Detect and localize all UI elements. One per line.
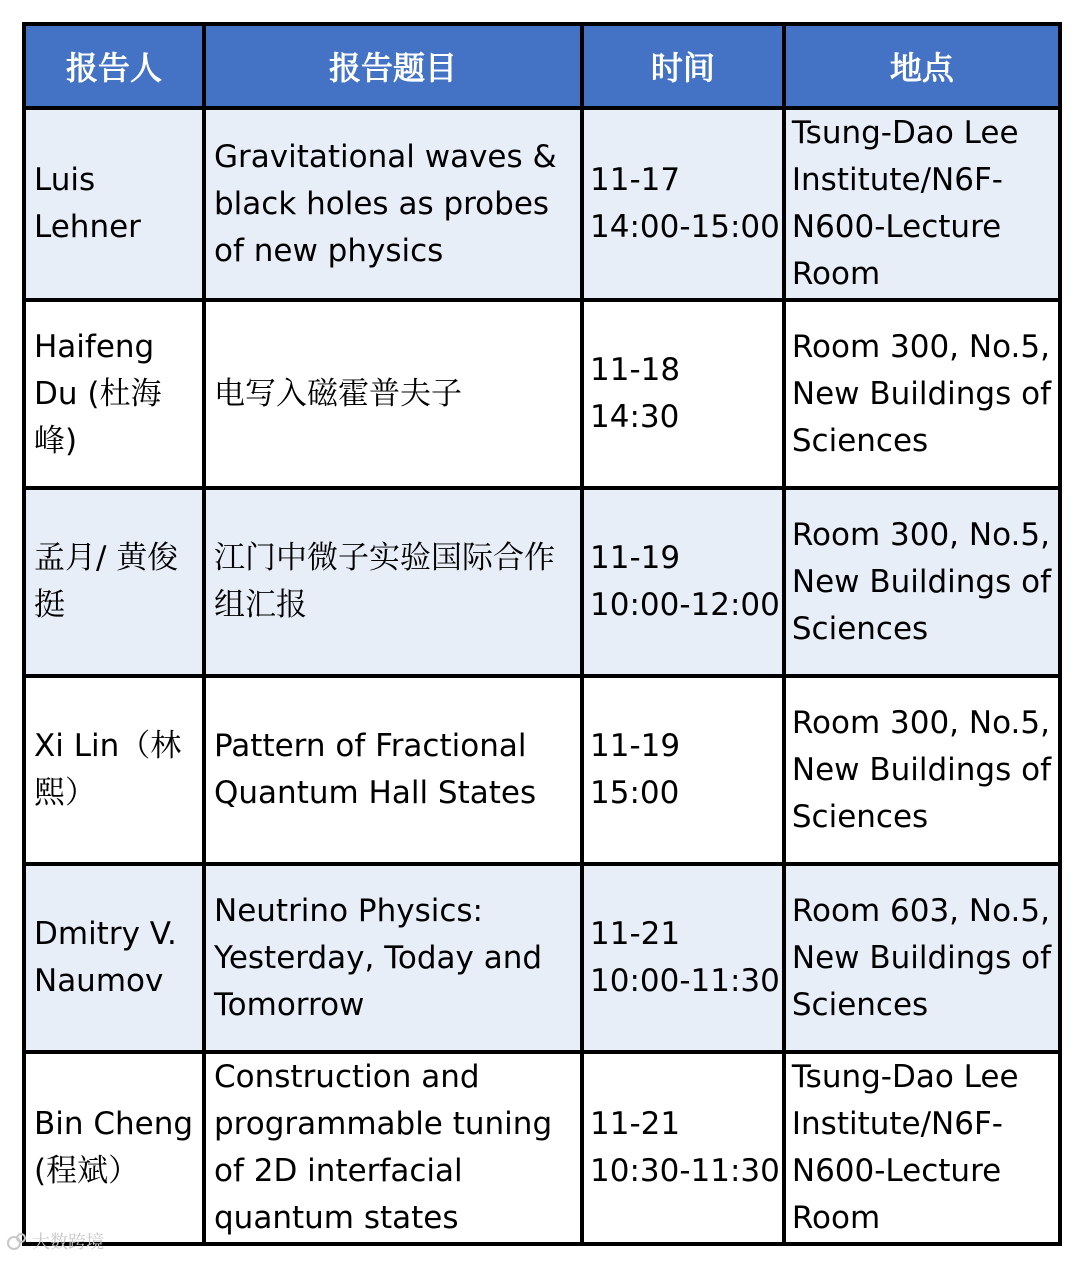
table-row <box>24 488 1060 676</box>
speaker-cell: 孟月/ 黄俊挺 <box>24 488 204 676</box>
title-cell: 江门中微子实验国际合作组汇报 <box>204 488 582 676</box>
date-text: 11-19 <box>590 540 681 576</box>
table-row <box>24 108 1060 300</box>
watermark-text: 大数跨境 <box>32 1232 104 1253</box>
table-header-row <box>24 24 1060 108</box>
time-cell <box>582 300 784 488</box>
time-cell <box>582 676 784 864</box>
location-cell: Room 300, No.5, New Buildings of Sciences <box>784 488 1060 676</box>
location-cell: Room 603, No.5, New Buildings of Sciences <box>784 864 1060 1052</box>
header-location: 地点 <box>784 24 1060 108</box>
schedule-table <box>22 22 1062 1246</box>
time-text: 15:00 <box>590 775 680 811</box>
table-row <box>24 1052 1060 1244</box>
table-row <box>24 300 1060 488</box>
date-text: 11-18 <box>590 352 681 388</box>
time-cell <box>582 108 784 300</box>
header-title: 报告题目 <box>204 24 582 108</box>
time-text: 14:30 <box>590 399 680 435</box>
speaker-cell: Haifeng Du (杜海峰) <box>24 300 204 488</box>
title-cell: Pattern of Fractional Quantum Hall States <box>204 676 582 864</box>
location-cell: Tsung-Dao Lee Institute/N6F-N600-Lecture Room <box>784 108 1060 300</box>
watermark-logo-icon <box>6 1230 28 1252</box>
location-cell: Room 300, No.5, New Buildings of Sciences <box>784 300 1060 488</box>
time-text: 10:00-11:30 <box>590 963 780 999</box>
speaker-cell: Bin Cheng (程斌） <box>24 1052 204 1244</box>
date-text: 11-21 <box>590 1106 681 1142</box>
title-cell: Gravitational waves & black holes as probes of new physics <box>204 108 582 300</box>
watermark <box>6 1226 146 1256</box>
location-cell: Tsung-Dao Lee Institute/N6F-N600-Lecture Room <box>784 1052 1060 1244</box>
header-time: 时间 <box>582 24 784 108</box>
location-cell: Room 300, No.5, New Buildings of Sciences <box>784 676 1060 864</box>
time-cell <box>582 488 784 676</box>
speaker-cell: Xi Lin（林熙） <box>24 676 204 864</box>
time-cell <box>582 1052 784 1244</box>
title-cell: Construction and programmable tuning of 2D interfacial quantum states <box>204 1052 582 1244</box>
time-text: 14:00-15:00 <box>590 209 780 245</box>
time-text: 10:00-12:00 <box>590 587 780 623</box>
table-row <box>24 864 1060 1052</box>
title-cell: Neutrino Physics: Yesterday, Today and Tomorrow <box>204 864 582 1052</box>
title-cell: 电写入磁霍普夫子 <box>204 300 582 488</box>
header-speaker: 报告人 <box>24 24 204 108</box>
table-row <box>24 676 1060 864</box>
time-text: 10:30-11:30 <box>590 1153 780 1189</box>
time-cell <box>582 864 784 1052</box>
date-text: 11-19 <box>590 728 681 764</box>
date-text: 11-21 <box>590 916 681 952</box>
speaker-cell: Luis Lehner <box>24 108 204 300</box>
date-text: 11-17 <box>590 162 681 198</box>
speaker-cell: Dmitry V. Naumov <box>24 864 204 1052</box>
